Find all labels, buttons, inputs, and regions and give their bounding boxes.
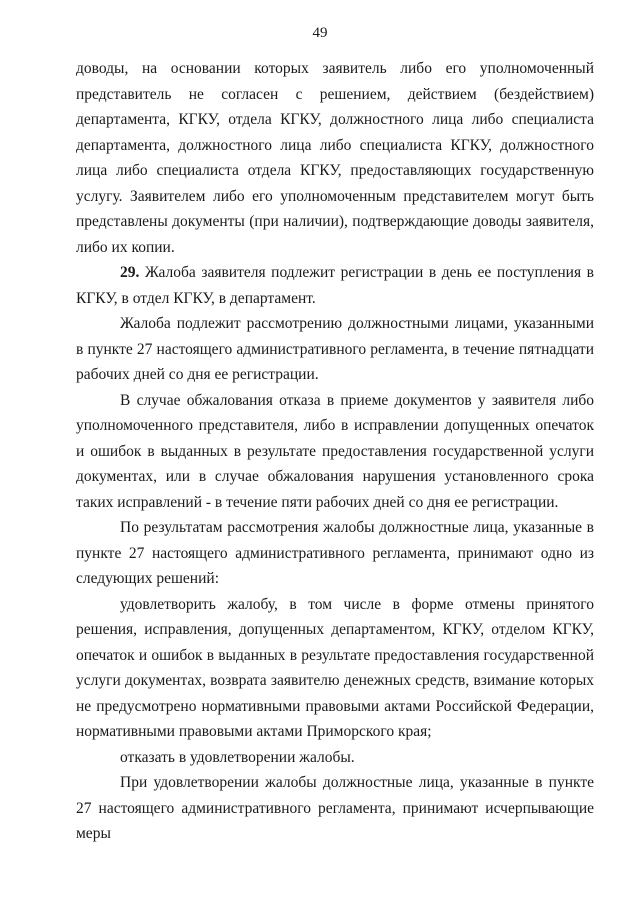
item-29-text: Жалоба заявителя подлежит регистрации в день ее поступления в КГКУ, в отдел КГКУ, в департамент. <box>76 264 594 307</box>
item-number: 29. <box>120 264 140 281</box>
document-body <box>76 56 594 847</box>
paragraph-satisfaction-measures: При удовлетворении жалобы должностные лица, указанные в пункте 27 настоящего административного регламента, принимают исчерпывающие меры <box>76 774 594 842</box>
paragraph-decision-refuse: отказать в удовлетворении жалобы. <box>120 748 355 766</box>
paragraph-review-period: Жалоба подлежит рассмотрению должностными лицами, указанными в пункте 27 настоящего административного регламента, в течение пятнадцати рабочих дней со дня ее регистрации. <box>76 315 594 383</box>
paragraph-refusal-case: В случае обжалования отказа в приеме документов у заявителя либо уполномоченного представителя, либо в исправлении допущенных опечаток и ошибок в выданных в результате предоставления государственной услуги документах, или в случае обжалования нарушения установленного срока таких исправлений - в течение пяти рабочих дней со дня ее регистрации. <box>76 391 594 511</box>
paragraph-arguments: доводы, на основании которых заявитель либо его уполномоченный представитель не согласен с решением, действием (бездействием) департамента, КГКУ, отдела КГКУ, должностного лица либо специалиста департамента, должностного лица либо специалиста КГКУ, должностного лица либо специалиста отдела КГКУ, предоставляющих государственную услугу. Заявителем либо его уполномоченным представителем могут быть представлены документы (при наличии), подтверждающие доводы заявителя, либо их копии. <box>76 60 594 256</box>
paragraph-item-29 <box>76 260 594 311</box>
paragraph-decision-satisfy: удовлетворить жалобу, в том числе в форме отмены принятого решения, исправления, допущенных департаментом, КГКУ, отделом КГКУ, опечаток и ошибок в выданных в результате предоставления государственной услуги документах, возврата заявителю денежных средств, взимание которых не предусмотрено нормативными правовыми актами Российской Федерации, нормативными правовыми актами Приморского края; <box>76 595 594 740</box>
page-number: 49 <box>312 25 328 41</box>
paragraph-decisions-intro: По результатам рассмотрения жалобы должностные лица, указанные в пункте 27 настоящего административного регламента, принимают одно из следующих решений: <box>76 519 594 587</box>
